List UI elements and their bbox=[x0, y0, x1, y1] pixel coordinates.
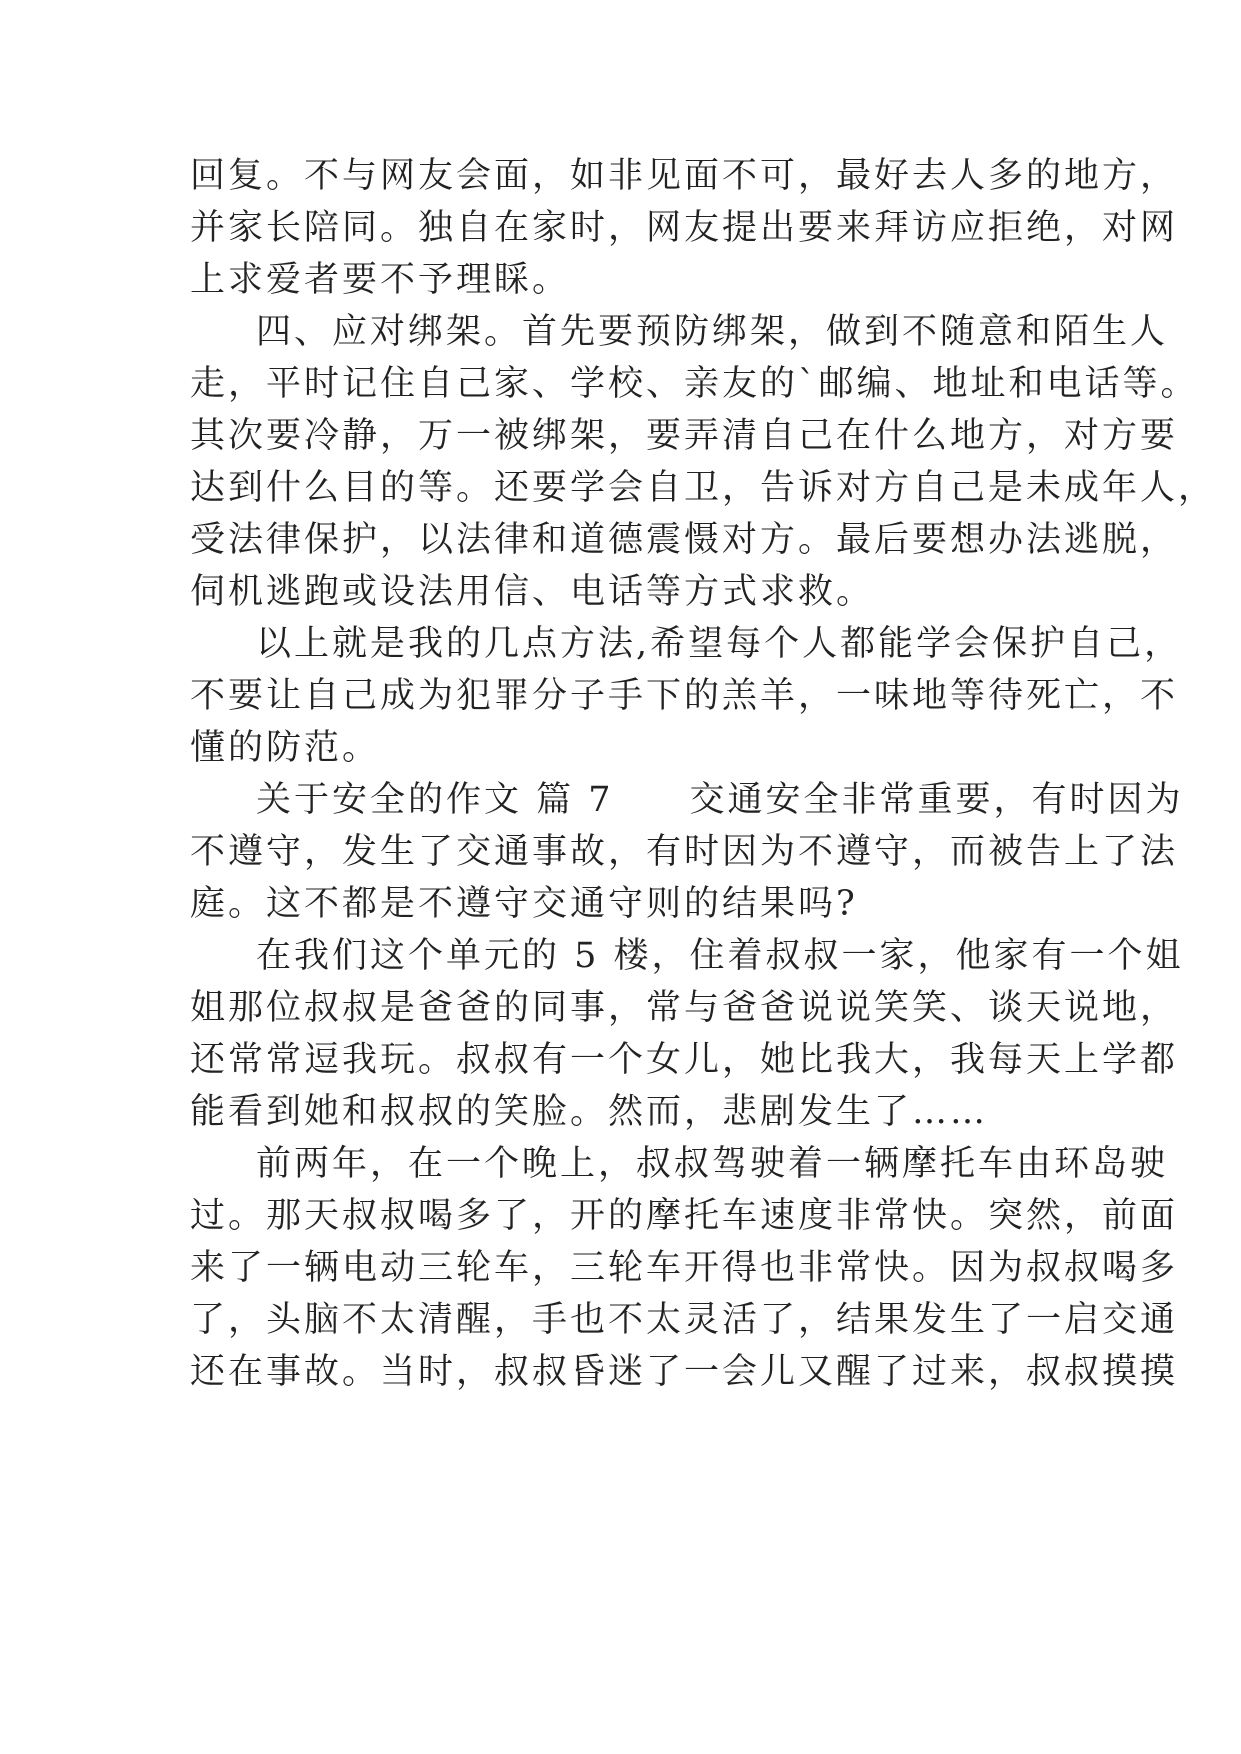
text-line: 过。那天叔叔喝多了，开的摩托车速度非常快。突然，前面 bbox=[190, 1196, 1179, 1236]
text-line: 还常常逗我玩。叔叔有一个女儿，她比我大，我每天上学都 bbox=[190, 1040, 1179, 1080]
text-line: 了，头脑不太清醒，手也不太灵活了，结果发生了一启交通 bbox=[190, 1300, 1179, 1340]
text-line: 走，平时记住自己家、学校、亲友的`邮编、地址和电话等。 bbox=[190, 364, 1199, 404]
text-line: 不遵守，发生了交通事故，有时因为不遵守，而被告上了法 bbox=[190, 832, 1179, 872]
text-line: 上求爱者要不予理睬。 bbox=[190, 260, 571, 300]
text-line: 以上就是我的几点方法,希望每个人都能学会保护自己， bbox=[256, 624, 1183, 664]
text-line: 庭。这不都是不遵守交通守则的结果吗? bbox=[190, 884, 858, 924]
text-line: 关于安全的作文 篇 7 交通安全非常重要，有时因为 bbox=[256, 780, 1184, 820]
text-line: 还在事故。当时，叔叔昏迷了一会儿又醒了过来，叔叔摸摸 bbox=[190, 1352, 1179, 1392]
text-line: 伺机逃跑或设法用信、电话等方式求救。 bbox=[190, 572, 875, 612]
text-line: 达到什么目的等。还要学会自卫，告诉对方自己是未成年人， bbox=[190, 468, 1217, 508]
text-line: 四、应对绑架。首先要预防绑架，做到不随意和陌生人 bbox=[256, 312, 1169, 352]
text-line: 姐那位叔叔是爸爸的同事，常与爸爸说说笑笑、谈天说地， bbox=[190, 988, 1179, 1028]
text-line: 受法律保护，以法律和道德震慑对方。最后要想办法逃脱， bbox=[190, 520, 1179, 560]
text-line: 前两年，在一个晚上，叔叔驾驶着一辆摩托车由环岛驶 bbox=[256, 1144, 1169, 1184]
text-line: 并家长陪同。独自在家时，网友提出要来拜访应拒绝，对网 bbox=[190, 208, 1179, 248]
text-line: 在我们这个单元的 5 楼，住着叔叔一家，他家有一个姐 bbox=[256, 936, 1184, 976]
text-line: 其次要冷静，万一被绑架，要弄清自己在什么地方，对方要 bbox=[190, 416, 1179, 456]
text-line: 能看到她和叔叔的笑脸。然而，悲剧发生了…… bbox=[190, 1092, 989, 1132]
text-line: 来了一辆电动三轮车，三轮车开得也非常快。因为叔叔喝多 bbox=[190, 1248, 1179, 1288]
text-line: 懂的防范。 bbox=[190, 728, 381, 768]
text-line: 回复。不与网友会面，如非见面不可，最好去人多的地方， bbox=[190, 156, 1179, 196]
text-line: 不要让自己成为犯罪分子手下的羔羊，一味地等待死亡，不 bbox=[190, 676, 1179, 716]
